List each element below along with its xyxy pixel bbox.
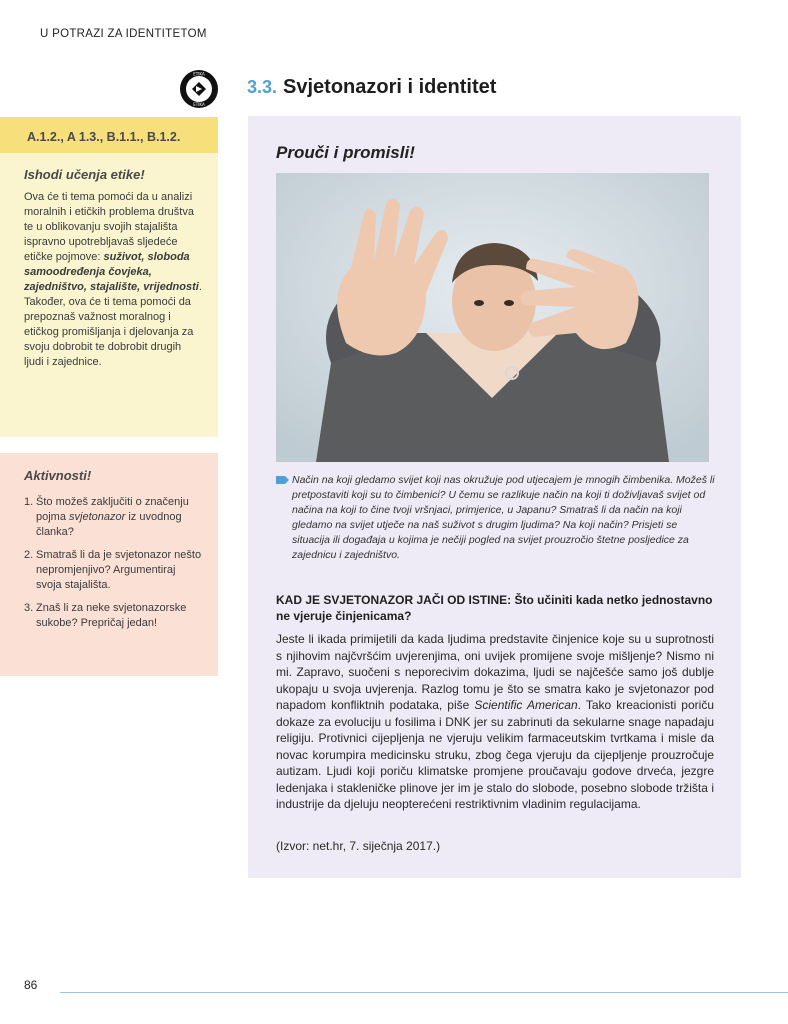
article-body-emphasis: Scientific American: [474, 698, 578, 712]
photo: [276, 173, 709, 462]
activity-item: [24, 548, 204, 593]
activity-text: Znaš li za neke svjetonazorske sukobe? Prepričaj jedan!: [36, 602, 187, 629]
outcomes-box: [0, 153, 218, 437]
svg-text:ETIKA: ETIKA: [193, 102, 205, 107]
section-number: 3.3.: [247, 77, 278, 97]
section-title-text: Svjetonazori i identitet: [283, 76, 497, 98]
activity-text-end: iz uvodnog članka?: [36, 511, 182, 538]
activity-item: [24, 601, 204, 631]
activity-item: [24, 495, 204, 540]
activity-text: Što možeš zaključiti o značenju pojma: [36, 496, 189, 523]
article-body-part-2: . Tako kreacionisti poriču dokaze za evoluciju u fosilima i DNK jer su zabrinuti da sekularne snage napadaju religiju. Protivnici cijepljenja ne vjeruju velikim farmaceutskim tvrtkama i misle da novac korumpira medicinsku struku, zbog čega vjeruju da cijepljenje prouzročuje autizam. Ljudi koji poriču klimatske promjene proučavaju godove drveća, jezgre ledenjaka i stakleničke plinove jer im je stalo do slobode, posebno slobode tržišta i industrije da djeluju neopterećeni restriktivnim vladinim regulacijama.: [276, 698, 714, 811]
main-panel: [248, 116, 741, 878]
activity-text: Smatraš li da je svjetonazor nešto nepromjenjivo? Argumentiraj svoja stajališta.: [36, 549, 202, 591]
ethics-badge-icon: [179, 69, 219, 109]
outcomes-heading: Ishodi učenja etike!: [24, 167, 145, 182]
outcomes-intro: Ova će ti tema pomoći da u analizi moralnih i etičkih problema društva te u oblikovanju svojih stajališta ispravno upotrebljavaš sljedeće etičke pojmove:: [24, 191, 194, 263]
outcomes-codes: A.1.2., A 1.3., B.1.1., B.1.2.: [0, 117, 218, 153]
activities-heading: Aktivnosti!: [24, 468, 92, 483]
running-head: U POTRAZI ZA IDENTITETOM: [40, 28, 207, 40]
outcomes-terms: suživot, sloboda samoodređenja čovjeka, zajedništvo, stajalište, vrijednosti: [24, 251, 199, 293]
article-source: (Izvor: net.hr, 7. siječnja 2017.): [276, 839, 441, 853]
outcomes-text: [24, 190, 202, 370]
svg-text:ETIKA: ETIKA: [193, 71, 205, 77]
activity-number: 3.: [24, 602, 34, 614]
activity-number: 1.: [24, 496, 34, 508]
panel-heading: Prouči i promisli!: [276, 143, 415, 162]
activities-box: [0, 453, 218, 676]
article-heading: KAD JE SVJETONAZOR JAČI OD ISTINE: Što učiniti kada netko jednostavno ne vjeruje činjenicama?: [276, 593, 713, 623]
section-title: [247, 76, 496, 99]
article-body: [276, 631, 714, 813]
activities-list: [24, 495, 204, 631]
outcomes-outro: . Također, ova će ti tema pomoći da prepoznaš važnost moralnog i etičkog promišljanja i djelovanja za svoju dobrobit te dobrobit drugih ljudi i zajednice.: [24, 281, 202, 368]
page-number: 86: [24, 978, 38, 992]
photo-illustration: [276, 173, 709, 462]
caption-text: Način na koji gledamo svijet koji nas okružuje pod utjecajem je mnogih čimbenika. Možeš li pretpostaviti koji su to čimbenici? U čemu se razlikuje način na koji ti doživljavaš svijet od načina na koji to čine tvoji vršnjaci, primjerice, u Japanu? Smatraš li da način na koji gledamo na svijet utječe na naš suživot s drugim ljudima? Na koji način? Prisjeti se situacija ili događaja u kojima je nečiji pogled na svijet prouzročio štetne posljedice za zajednicu i zajedništvo.: [292, 474, 715, 561]
footer-rule: [60, 992, 788, 993]
caption-arrow-icon: [276, 476, 289, 484]
activity-number: 2.: [24, 549, 34, 561]
photo-caption: [276, 473, 716, 563]
article-body-part-1: Jeste li ikada primijetili da kada ljudima predstavite činjenice koje su u suprotnosti s njihovim najčvršćim uvjerenjima, oni uvijek promijene svoje mišljenje? Nismo ni mi. Zapravo, suočeni s neporecivim dokazima, ljudi se najčešće samo još dublje ukopaju u svoja uvjerenja. Razlog tomu je što se smatra kako je svjetonazor pod napadom konfliktnih podataka, piše: [276, 632, 714, 712]
activity-emphasis: svjetonazor: [69, 511, 126, 523]
